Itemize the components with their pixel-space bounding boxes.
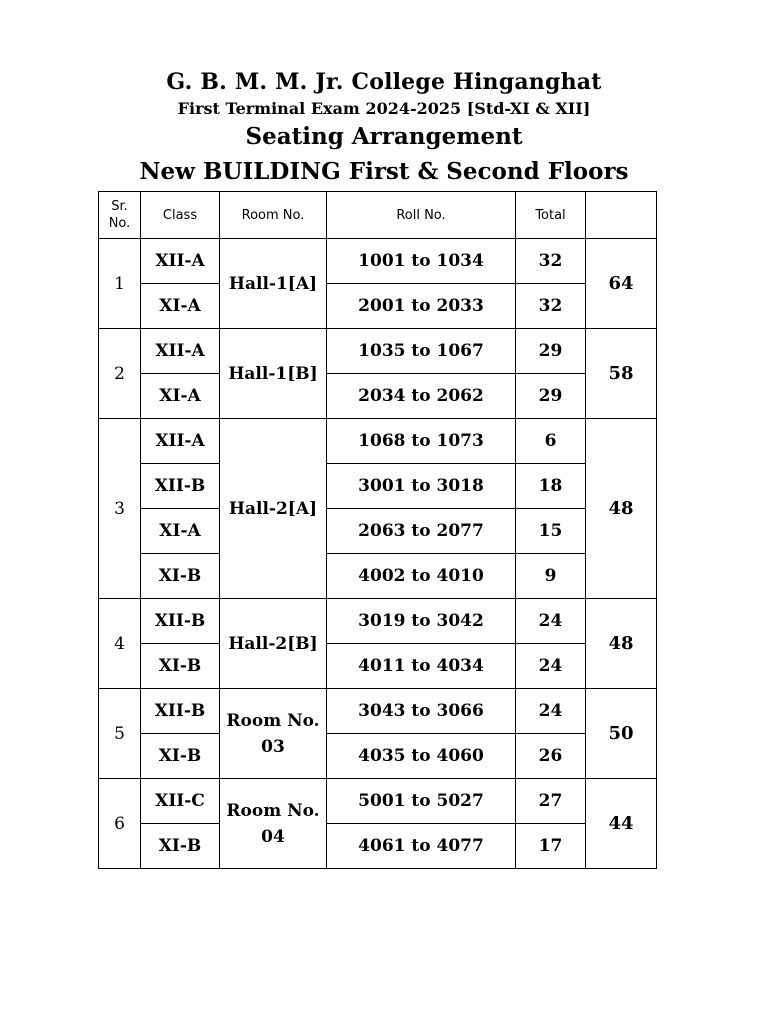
table-row	[99, 689, 657, 734]
roll-range-cell: 4011 to 4034	[327, 644, 516, 689]
roll-range-cell: 5001 to 5027	[327, 779, 516, 824]
count-cell: 18	[516, 464, 586, 509]
college-name: G. B. M. M. Jr. College Hinganghat	[166, 69, 602, 95]
header-roll-no: Roll No.	[327, 192, 516, 239]
class-cell: XII-A	[141, 239, 220, 284]
roll-range-cell: 1035 to 1067	[327, 329, 516, 374]
table-row	[99, 734, 657, 779]
group-total-cell: 48	[586, 599, 657, 689]
count-cell: 24	[516, 689, 586, 734]
count-cell: 32	[516, 284, 586, 329]
sr-no-cell: 5	[99, 689, 141, 779]
table-row	[99, 824, 657, 869]
roll-range-cell: 3043 to 3066	[327, 689, 516, 734]
header-class: Class	[141, 192, 220, 239]
header-sr-no: Sr. No.	[99, 192, 141, 239]
class-cell: XI-B	[141, 824, 220, 869]
roll-range-cell: 4061 to 4077	[327, 824, 516, 869]
count-cell: 26	[516, 734, 586, 779]
table-header-row	[99, 192, 657, 239]
room-cell: Hall-2[B]	[220, 599, 327, 689]
roll-range-cell: 2001 to 2033	[327, 284, 516, 329]
room-cell: Hall-1[B]	[220, 329, 327, 419]
class-cell: XI-B	[141, 644, 220, 689]
roll-range-cell: 2034 to 2062	[327, 374, 516, 419]
table-row	[99, 464, 657, 509]
room-cell: Hall-1[A]	[220, 239, 327, 329]
class-cell: XII-B	[141, 599, 220, 644]
class-cell: XI-B	[141, 734, 220, 779]
class-cell: XI-A	[141, 509, 220, 554]
group-total-cell: 64	[586, 239, 657, 329]
count-cell: 29	[516, 374, 586, 419]
count-cell: 29	[516, 329, 586, 374]
seating-table	[98, 191, 657, 869]
class-cell: XI-A	[141, 284, 220, 329]
room-cell: Room No. 03	[220, 689, 327, 779]
sr-no-cell: 3	[99, 419, 141, 599]
sr-no-cell: 6	[99, 779, 141, 869]
header-room-no: Room No.	[220, 192, 327, 239]
table-row	[99, 599, 657, 644]
roll-range-cell: 2063 to 2077	[327, 509, 516, 554]
building-subtitle: New BUILDING First & Second Floors	[139, 158, 629, 185]
count-cell: 6	[516, 419, 586, 464]
roll-range-cell: 4035 to 4060	[327, 734, 516, 779]
table-row	[99, 644, 657, 689]
roll-range-cell: 1068 to 1073	[327, 419, 516, 464]
group-total-cell: 58	[586, 329, 657, 419]
table-row	[99, 419, 657, 464]
count-cell: 9	[516, 554, 586, 599]
class-cell: XII-A	[141, 419, 220, 464]
roll-range-cell: 3001 to 3018	[327, 464, 516, 509]
header-group-total	[586, 192, 657, 239]
table-row	[99, 239, 657, 284]
sr-no-cell: 1	[99, 239, 141, 329]
class-cell: XII-C	[141, 779, 220, 824]
count-cell: 24	[516, 599, 586, 644]
class-cell: XI-B	[141, 554, 220, 599]
count-cell: 24	[516, 644, 586, 689]
room-cell: Hall-2[A]	[220, 419, 327, 599]
roll-range-cell: 3019 to 3042	[327, 599, 516, 644]
header-count: Total	[516, 192, 586, 239]
table-row	[99, 284, 657, 329]
group-total-cell: 44	[586, 779, 657, 869]
sr-no-cell: 2	[99, 329, 141, 419]
group-total-cell: 50	[586, 689, 657, 779]
class-cell: XII-A	[141, 329, 220, 374]
document-title: Seating Arrangement	[245, 123, 523, 150]
exam-title: First Terminal Exam 2024-2025 [Std-XI & XII]	[177, 99, 591, 118]
table-row	[99, 329, 657, 374]
class-cell: XII-B	[141, 689, 220, 734]
class-cell: XII-B	[141, 464, 220, 509]
roll-range-cell: 4002 to 4010	[327, 554, 516, 599]
count-cell: 32	[516, 239, 586, 284]
table-row	[99, 509, 657, 554]
class-cell: XI-A	[141, 374, 220, 419]
count-cell: 27	[516, 779, 586, 824]
roll-range-cell: 1001 to 1034	[327, 239, 516, 284]
table-row	[99, 779, 657, 824]
table-row	[99, 374, 657, 419]
count-cell: 17	[516, 824, 586, 869]
sr-no-cell: 4	[99, 599, 141, 689]
room-cell: Room No. 04	[220, 779, 327, 869]
group-total-cell: 48	[586, 419, 657, 599]
count-cell: 15	[516, 509, 586, 554]
table-row	[99, 554, 657, 599]
